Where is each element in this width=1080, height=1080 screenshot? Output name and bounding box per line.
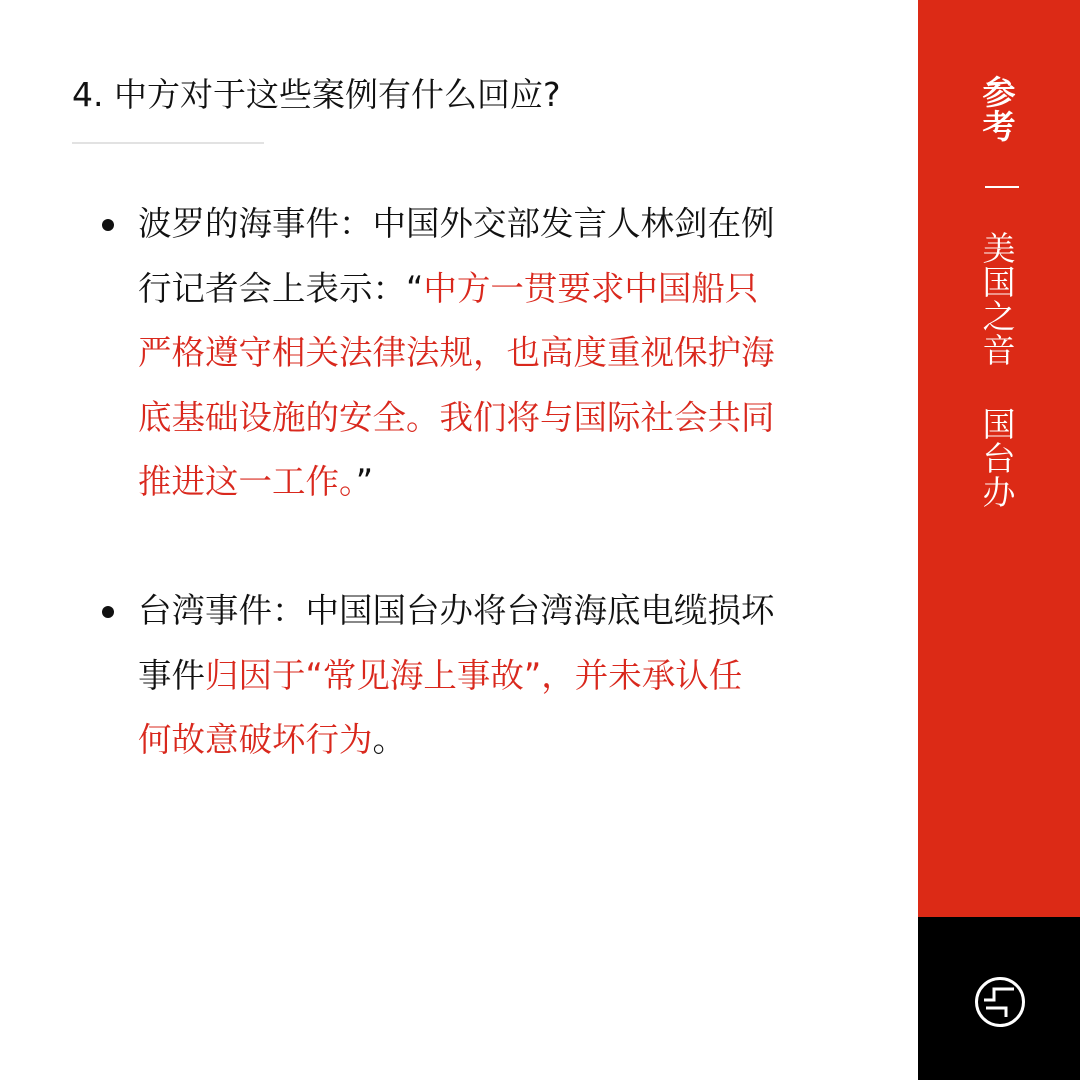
highlighted-text: 中方一贯要求中国船只 (423, 268, 759, 308)
body-text: 。 (372, 720, 406, 759)
sidebar-label-voa: 美 国 之 音 (982, 229, 1016, 370)
sidebar-label-reference: 参 考 (982, 73, 1016, 146)
circle-logo-icon (974, 976, 1026, 1028)
bullet-dot (102, 219, 114, 231)
body-text: 台湾事件：中国国台办将台湾海底电缆损坏 (138, 591, 775, 630)
title-divider (72, 142, 264, 144)
page-title: 4. 中方对于这些案例有什么回应? (72, 75, 561, 114)
sidebar-dash (985, 186, 1019, 188)
sidebar (918, 0, 1080, 917)
body-text: 事件 (138, 655, 205, 695)
highlighted-text: 归因于“常见海上事故”，并未承认任 (205, 655, 743, 695)
list-item-baltic (138, 192, 846, 515)
bullet-dot (102, 606, 114, 618)
sidebar-label-tao: 国 台 办 (982, 405, 1016, 512)
footer-block (918, 917, 1080, 1080)
highlighted-text: 何故意破坏行为 (138, 720, 373, 759)
highlighted-text: 推进这一工作。 (138, 462, 356, 501)
body-text: 波罗的海事件：中国外交部发言人林剑在例 (138, 204, 775, 243)
highlighted-text: 底基础设施的安全。我们将与国际社会共同 (138, 397, 775, 437)
body-text: ” (355, 462, 374, 501)
highlighted-text: 严格遵守相关法律法规，也高度重视保护海 (138, 333, 775, 372)
list-item-taiwan (138, 579, 846, 773)
body-text: 行记者会上表示：“ (138, 268, 424, 308)
